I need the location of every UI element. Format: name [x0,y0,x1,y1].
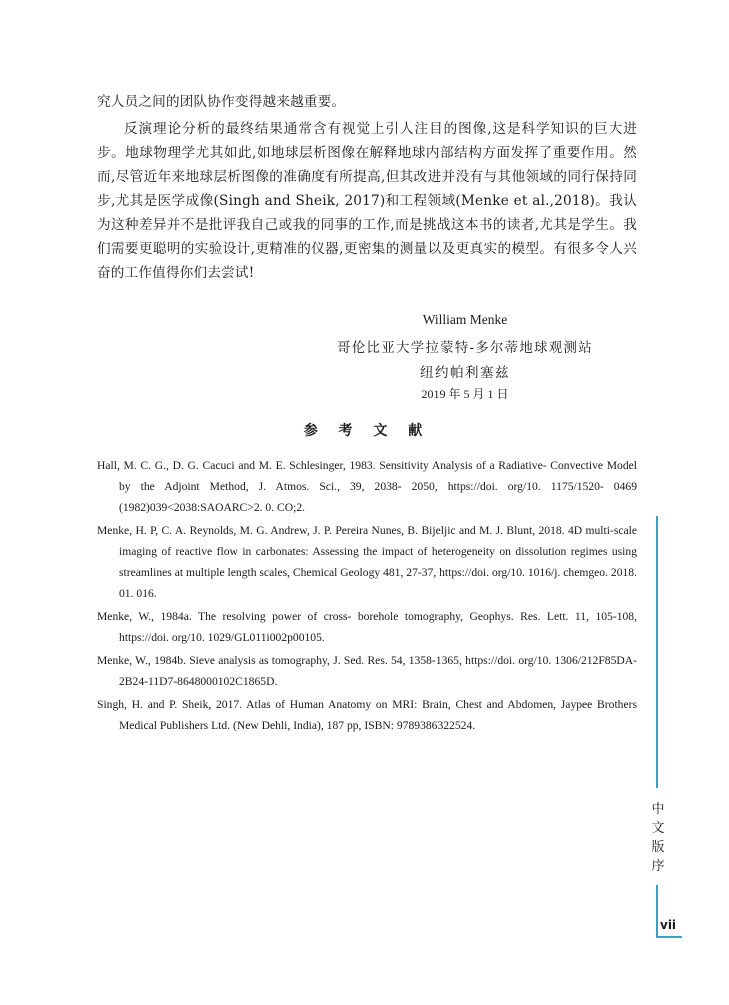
reference-list [97,455,637,738]
signature-date: 2019 年 5 月 1 日 [421,387,509,401]
signature-affiliation: 哥伦比亚大学拉蒙特-多尔蒂地球观测站 [337,340,593,356]
references-heading: 参 考 文 献 [303,423,431,439]
reference-item: Menke, W., 1984a. The resolving power of cross- borehole tomography, Geophys. Res. Lett. 11, 105-108, https://doi. org/10. 1029/GL011i002p00105. [97,610,637,644]
reference-item: Menke, H. P, C. A. Reynolds, M. G. Andrew, J. P. Pereira Nunes, B. Bijeljic and M. J. Blunt, 2018. 4D multi-scale imaging of reactive flow in carbonates: Assessing the impact of heterogeneity on dissolution regimes using streamlines at multiple length scales, Chemical Geology 481, 27-37, https://doi. org/10. 1016/j. chemgeo. 2018. 01. 016. [97,524,637,600]
signature-name: William Menke [422,312,508,327]
side-tab-label: 中文版序 [651,802,665,874]
reference-item: Hall, M. C. G., D. G. Cacuci and M. E. Schlesinger, 1983. Sensitivity Analysis of a Radiative- Convective Model by the Adjoint Method, J. Atmos. Sci., 39, 2038- 2050, https://doi. org/10. 1175/1520- 0469 (1982)039<2038:SAOARC>2. 0. CO;2. [97,459,637,514]
reference-item: Singh, H. and P. Sheik, 2017. Atlas of Human Anatomy on MRI: Brain, Chest and Abdomen, Jaypee Brothers Medical Publishers Ltd. (New Dehli, India), 187 pp, ISBN: 9789386322524. [97,698,637,732]
side-tab-line-bottom [656,885,658,937]
body-paragraph-continuation: 究人员之间的团队协作变得越来越重要。 [97,94,346,110]
side-tab-line-top [656,516,658,788]
body-paragraph-main: 反演理论分析的最终结果通常含有视觉上引人注目的图像,这是科学知识的巨大进步。地球物理学尤其如此,如地球层析图像在解释地球内部结构方面发挥了重要作用。然而,尽管近年来地球层析图像的准确度有所提高,但其改进并没有与其他领域的同行保持同步,尤其是医学成像(Singh and Sheik, 2017)和工程领域(Menke et al.,2018)。我认为这种差异并不是批评我自己或我的同事的工作,而是挑战这本书的读者,尤其是学生。我们需要更聪明的实验设计,更精准的仪器,更密集的测量以及更真实的模型。有很多令人兴奋的工作值得你们去尝试! [97,121,637,281]
page-number: vii [660,918,677,932]
signature-city: 纽约帕利塞兹 [420,365,510,381]
reference-item: Menke, W., 1984b. Sieve analysis as tomography, J. Sed. Res. 54, 1358-1365, https://doi. org/10. 1306/212F85DA-2B24-11D7-8648000102C1865D. [97,654,637,688]
page-number-rule [656,936,682,938]
